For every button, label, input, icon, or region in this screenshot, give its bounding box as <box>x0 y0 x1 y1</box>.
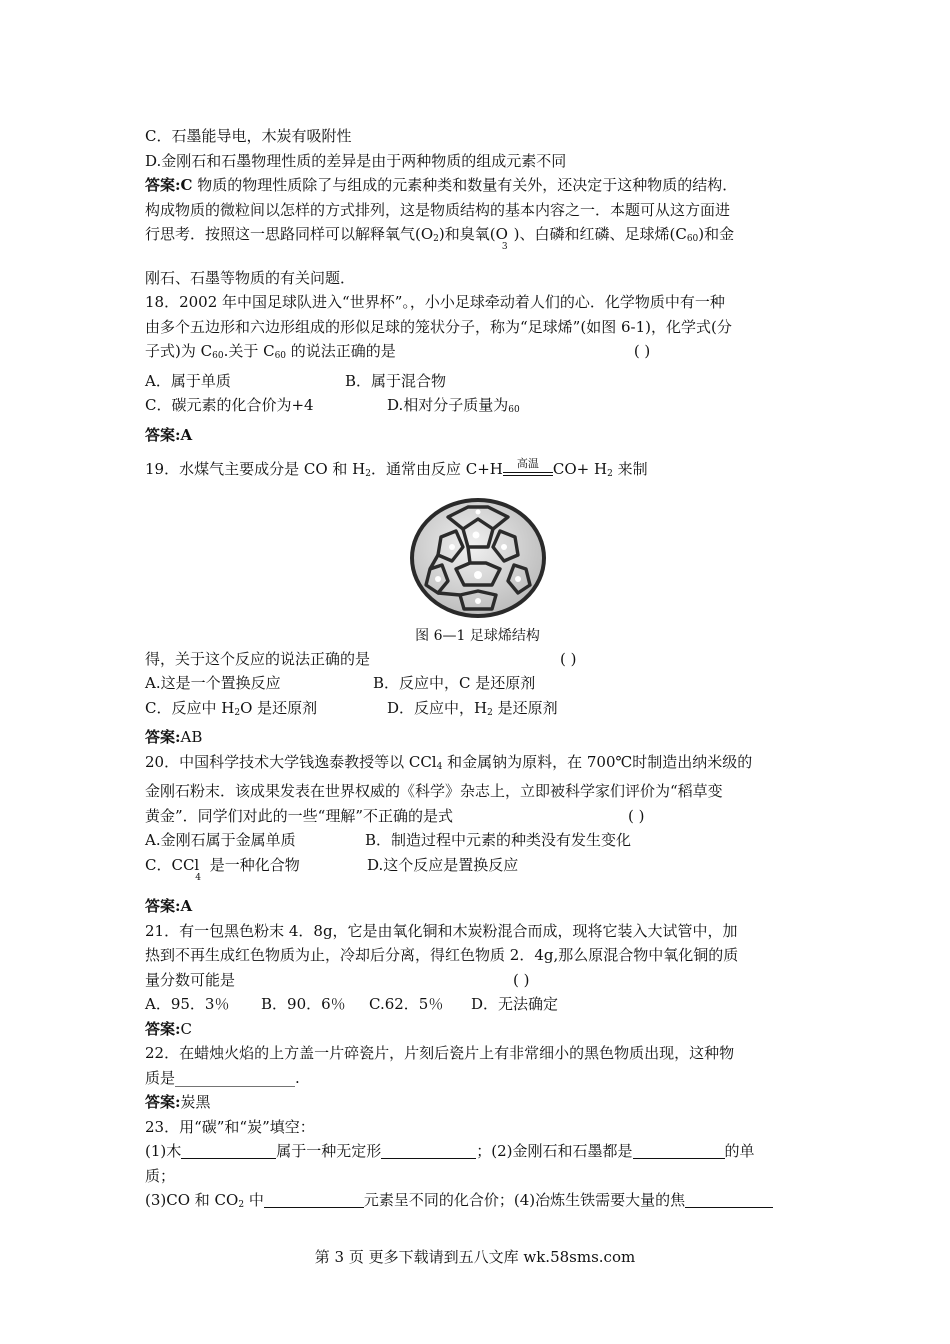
q23-blank-3 <box>633 1142 725 1159</box>
q19-option-c: C．反应中 $H_2O$ 是还原剂 <box>145 698 318 718</box>
page-footer: 第 3 页 更多下载请到五八文库 wk.58sms.com <box>314 1248 636 1266</box>
q19-answer-line: 答案:AB <box>145 728 203 746</box>
q19-option-a: A.这是一个置换反应 <box>145 674 281 692</box>
q20-options-cd <box>145 853 810 881</box>
q18-option-b: B．属于混合物 <box>345 371 447 390</box>
answer-label: 答案: <box>145 176 181 194</box>
figure-caption: 图 6—1 足球烯结构 <box>415 627 540 644</box>
q19-text-1: 19．水煤气主要成分是 CO 和 $H_2$．通常由反应 C+H 高温 $CO+ H_2$ 来制 <box>145 457 648 479</box>
q20-option-b: B．制造过程中元素的种类没有发生变化 <box>365 831 632 849</box>
q21-option-a: A．95．3％ <box>145 995 230 1013</box>
fullerene-image <box>408 497 548 619</box>
q22-answer: 炭黑 <box>180 1093 211 1111</box>
q22-text-2: 质是________________. <box>145 1068 300 1087</box>
q19-options-ab <box>145 671 810 696</box>
q19-answer-bracket: ( ) <box>560 649 577 668</box>
q20-text-3: 黄金”．同学们对此的一些“理解”不正确的是式 ( ) <box>145 804 810 829</box>
q17-answer-line <box>145 173 810 198</box>
q21-text-3: 量分数可能是 ( ) <box>145 968 810 993</box>
q18-answer-bracket: ( ) <box>633 342 651 360</box>
q18-answer-line: 答案:A <box>145 425 193 444</box>
q20-answer: A <box>180 897 193 915</box>
q18-answer: A <box>180 425 193 444</box>
q23-blank-1 <box>181 1142 276 1159</box>
q17-explanation-4: 刚石、石墨等物质的有关问题． <box>145 268 356 287</box>
q23-text-3: 质； <box>145 1166 176 1185</box>
q18-option-a: A．属于单质 <box>145 371 231 390</box>
q21-answer: C <box>180 1019 193 1038</box>
q17-option-c: C．石墨能导电，木炭有吸附性 <box>145 127 352 145</box>
content-area <box>145 124 810 1218</box>
q21-answer-line: 答案:C <box>145 1019 193 1038</box>
q19-text-2: 得，关于这个反应的说法正确的是 ( ) <box>145 647 810 672</box>
q20-option-d: D.这个反应是置换反应 <box>367 855 519 874</box>
reaction-condition: 高温 <box>503 457 553 476</box>
q18-option-d: D.相对分子质量为$_{60}$ <box>387 396 520 415</box>
q23-blank-2 <box>381 1142 476 1159</box>
q21-options <box>145 992 810 1017</box>
q21-option-d: D．无法确定 <box>471 995 559 1013</box>
q17-explanation-3: 行思考．按照这一思路同样可以解释氧气$(O_2)$和臭氧$(O_3)$、白磷和红磷、足球烯$(C_{60})$和金 <box>145 225 735 252</box>
q21-option-b: B．90．6％ <box>261 995 346 1013</box>
q18-text-3: 子式)为 $C_{60}$.关于 $C_{60}$ 的说法正确的是 ( ) <box>145 339 810 369</box>
q17-answer: C <box>180 176 193 194</box>
q23-part-3-4: (3)CO 和 $CO_2$ 中 元素呈不同的化合价；(4)冶炼生铁需要大量的焦 <box>145 1188 810 1218</box>
q17-explanation-2: 构成物质的微粒间以怎样的方式排列，这是物质结构的基本内容之一．本题可从这方面进 <box>145 200 731 219</box>
q23-blank-5 <box>685 1191 773 1208</box>
q19-options-cd <box>145 696 810 726</box>
q22-text-1: 22．在蜡烛火焰的上方盖一片碎瓷片，片刻后瓷片上有非常细小的黑色物质出现，这种物 <box>145 1044 735 1062</box>
q20-option-a: A.金刚石属于金属单质 <box>145 831 296 849</box>
q17-option-d: D.金刚石和石墨物理性质的差异是由于两种物质的组成元素不同 <box>145 151 567 170</box>
q18-options-ab <box>145 369 810 394</box>
q23-part-1-2: (1)木 属于一种无定形 ；(2)金刚石和石墨都是 的单 <box>145 1142 755 1160</box>
q23-blank-4 <box>264 1191 364 1208</box>
q19-answer: AB <box>180 728 203 746</box>
q21-answer-bracket: ( ) <box>513 970 530 989</box>
q21-text-2: 热到不再生成红色物质为止，冷却后分离，得红色物质 2．4g,那么原混合物中氧化铜的质 <box>145 946 739 964</box>
q18-text-2: 由多个五边形和六边形组成的形似足球的笼状分子，称为“足球烯”(如图 6-1)，化学式(分 <box>145 317 732 336</box>
q19-option-b: B．反应中，C 是还原剂 <box>373 674 536 692</box>
q23-text-1: 23．用“碳”和“炭”填空： <box>145 1117 315 1136</box>
q19-option-d: D．反应中，$H_2$ 是还原剂 <box>387 698 558 718</box>
q21-text-1: 21．有一包黑色粉末 4．8g，它是由氧化铜和木炭粉混合而成，现将它装入大试管中，加 <box>145 921 738 940</box>
q20-option-c: C．CCl$_4$ 是一种化合物 <box>145 855 300 883</box>
q18-options-cd <box>145 393 810 423</box>
q22-answer-line: 答案:炭黑 <box>145 1093 211 1111</box>
q18-text-1: 18．2002 年中国足球队进入“世界杯”。，小小足球牵动着人们的心．化学物质中有一种 <box>145 293 725 311</box>
q18-option-c: C．碳元素的化合价为+4 <box>145 396 314 414</box>
q20-answer-line: 答案:A <box>145 897 193 915</box>
q22-blank: ________________ <box>175 1068 296 1087</box>
q20-text-2: 金刚石粉末．该成果发表在世界权威的《科学》杂志上，立即被科学家们评价为“稻草变 <box>145 782 723 800</box>
q17-explanation-1: 物质的物理性质除了与组成的元素种类和数量有关外，还决定于这种物质的结构． <box>192 176 738 194</box>
q20-answer-bracket: ( ) <box>628 806 645 825</box>
fullerene-figure <box>145 497 810 623</box>
q20-text-1: 20．中国科学技术大学钱逸泰教授等以 CCl$_4$ 和金属钠为原料，在 700℃时制造出纳米级的 <box>145 752 753 772</box>
q21-option-c: C.62．5％ <box>369 995 444 1013</box>
q20-options-ab <box>145 828 810 853</box>
